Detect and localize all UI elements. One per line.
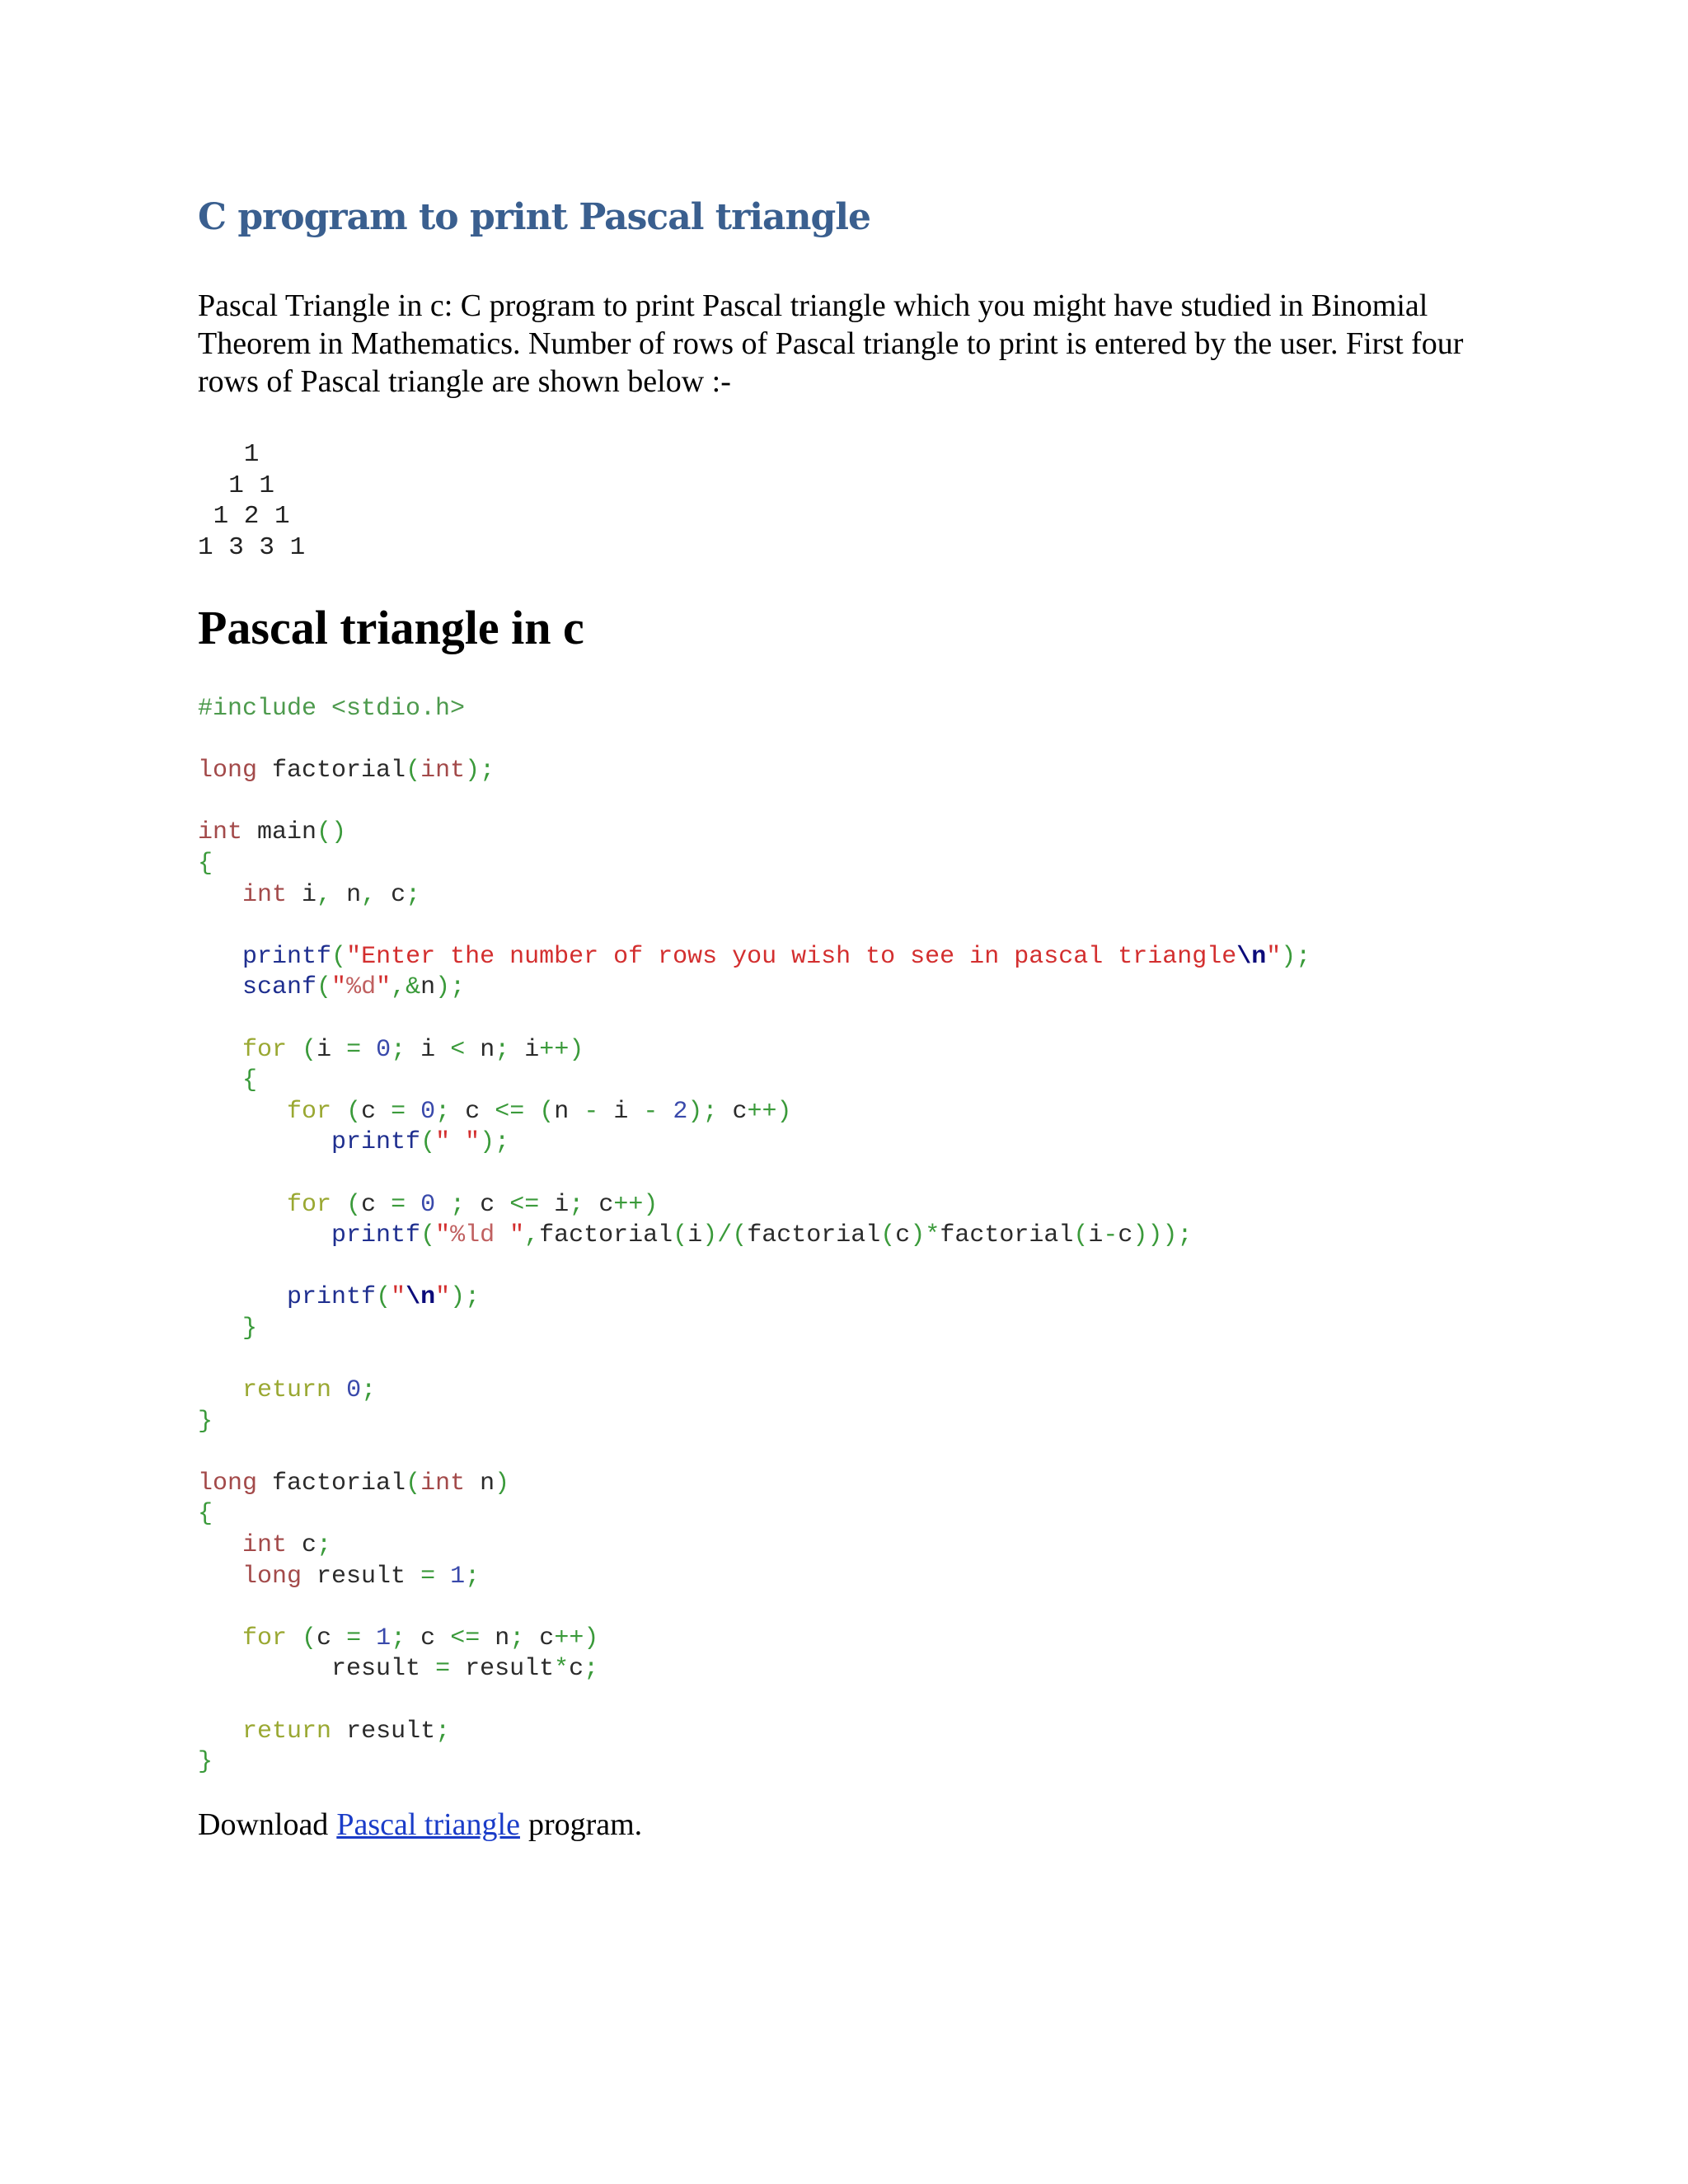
code-line: int i, n, c;: [242, 880, 421, 909]
code-line: [198, 911, 1311, 942]
triangle-row: 1: [198, 440, 260, 469]
code-line: printf("\n");: [287, 1283, 481, 1312]
triangle-row: 1 3 3 1: [198, 532, 306, 562]
code-line: return result;: [242, 1717, 451, 1746]
code-line: {: [198, 1500, 213, 1529]
code-line: for (c = 0 ; c <= i; c++): [287, 1190, 659, 1219]
code-block: [198, 694, 1311, 1779]
code-line: printf(" ");: [331, 1128, 510, 1157]
code-line: [198, 1252, 1311, 1283]
code-line: int c;: [242, 1531, 332, 1560]
page-title: C program to print Pascal triangle: [198, 196, 870, 238]
code-line: for (c = 1; c <= n; c++): [242, 1624, 599, 1652]
code-line: }: [198, 1748, 213, 1777]
code-line: }: [242, 1314, 258, 1343]
triangle-row: 1 1: [198, 471, 275, 500]
code-line: result = result*c;: [331, 1655, 599, 1684]
section-heading: Pascal triangle in c: [198, 601, 584, 654]
pascal-triangle-example: [198, 439, 305, 563]
code-line: for (c = 0; c <= (n - i - 2); c++): [287, 1097, 792, 1126]
code-line: return 0;: [242, 1376, 377, 1405]
code-line: scanf("%d",&n);: [242, 973, 466, 1002]
code-line: [198, 1437, 1311, 1469]
code-line: [198, 1592, 1311, 1624]
download-link[interactable]: Pascal triangle: [336, 1807, 520, 1842]
code-line: #include <stdio.h>: [198, 695, 466, 723]
code-line: long factorial(int n): [198, 1469, 510, 1497]
code-line: [198, 1159, 1311, 1190]
code-line: [198, 1004, 1311, 1035]
code-line: for (i = 0; i < n; i++): [242, 1035, 584, 1064]
code-line: long factorial(int);: [198, 757, 495, 785]
code-line: {: [242, 1066, 258, 1095]
code-line: long result = 1;: [242, 1562, 481, 1591]
download-suffix: program.: [528, 1807, 643, 1842]
code-line: printf("Enter the number of rows you wish to see in pascal triangle\n");: [242, 942, 1311, 971]
code-line: [198, 787, 1311, 818]
download-prefix: Download: [198, 1807, 329, 1842]
code-line: [198, 725, 1311, 757]
code-line: printf("%ld ",factorial(i)/(factorial(c)*factorial(i-c)));: [331, 1221, 1193, 1250]
code-line: [198, 1344, 1311, 1376]
download-line: [198, 1807, 642, 1843]
code-line: int main(): [198, 818, 347, 847]
triangle-row: 1 2 1: [198, 502, 290, 531]
code-line: }: [198, 1407, 213, 1436]
code-line: {: [198, 849, 213, 878]
code-line: [198, 1685, 1311, 1717]
intro-paragraph: Pascal Triangle in c: C program to print Pascal triangle which you might have studied in Binomial Theorem in Mathematics. Number of rows of Pascal triangle to print is entered by the user. First four rows of Pascal triangle are shown below :-: [198, 288, 1464, 399]
